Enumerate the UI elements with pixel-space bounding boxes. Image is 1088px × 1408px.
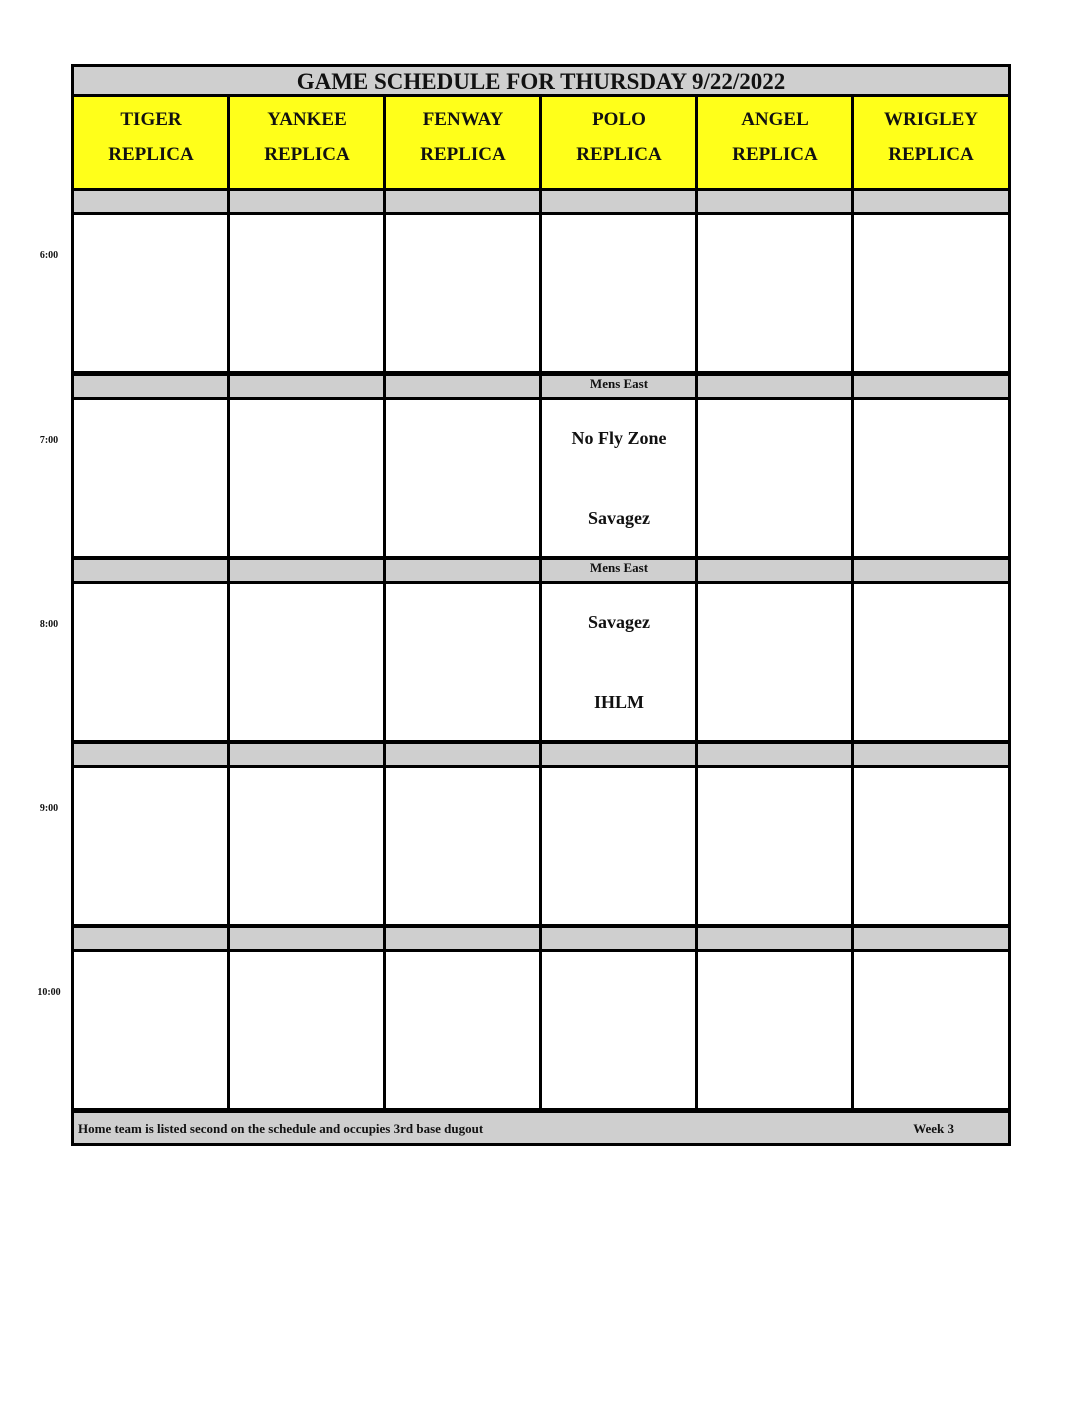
field-name: FENWAY <box>422 109 504 130</box>
away-team: No Fly Zone <box>571 428 667 448</box>
game-cell[interactable] <box>695 397 855 559</box>
game-cell[interactable] <box>227 581 387 743</box>
division-bar <box>695 188 855 215</box>
game-cell[interactable] <box>851 765 1011 927</box>
division-bar <box>71 925 231 952</box>
game-cell[interactable] <box>227 949 387 1111</box>
division-bar <box>695 925 855 952</box>
game-cell[interactable] <box>695 765 855 927</box>
division-bar <box>383 925 543 952</box>
division-bar <box>695 741 855 768</box>
game-cell[interactable] <box>227 212 387 374</box>
field-subtitle: REPLICA <box>576 144 662 165</box>
game-cell[interactable] <box>227 397 387 559</box>
game-cell[interactable] <box>383 397 543 559</box>
division-bar <box>227 741 387 768</box>
field-subtitle: REPLICA <box>732 144 818 165</box>
field-subtitle: REPLICA <box>108 144 194 165</box>
game-cell[interactable] <box>71 581 231 743</box>
division-bar <box>383 188 543 215</box>
field-subtitle: REPLICA <box>888 144 974 165</box>
game-cell[interactable] <box>539 765 699 927</box>
time-label: 10:00 <box>37 987 61 998</box>
division-bar: Mens East <box>539 373 699 400</box>
game-cell[interactable] <box>851 397 1011 559</box>
game-cell[interactable] <box>71 212 231 374</box>
field-name: YANKEE <box>267 109 347 130</box>
division-bar <box>851 557 1011 584</box>
division-bar <box>227 188 387 215</box>
game-cell[interactable] <box>383 949 543 1111</box>
schedule-footer <box>71 1110 1011 1146</box>
schedule-title: GAME SCHEDULE FOR THURSDAY 9/22/2022 <box>71 64 1011 97</box>
game-cell[interactable] <box>851 949 1011 1111</box>
game-cell[interactable] <box>539 949 699 1111</box>
time-label: 7:00 <box>39 435 59 446</box>
field-name: TIGER <box>120 109 182 130</box>
game-cell[interactable] <box>695 581 855 743</box>
field-subtitle: REPLICA <box>420 144 506 165</box>
game-cell[interactable] <box>851 212 1011 374</box>
field-subtitle: REPLICA <box>264 144 350 165</box>
division-bar <box>71 741 231 768</box>
game-cell[interactable] <box>539 581 699 743</box>
game-cell[interactable] <box>227 765 387 927</box>
division-bar <box>71 557 231 584</box>
time-label: 9:00 <box>39 803 59 814</box>
game-cell[interactable] <box>71 949 231 1111</box>
division-bar <box>227 925 387 952</box>
division-bar <box>851 188 1011 215</box>
division-bar <box>851 741 1011 768</box>
field-header-polo <box>539 94 699 191</box>
home-team: IHLM <box>593 692 644 712</box>
field-header-yankee <box>227 94 387 191</box>
division-bar <box>851 373 1011 400</box>
division-bar <box>539 741 699 768</box>
game-cell[interactable] <box>383 765 543 927</box>
game-cell[interactable] <box>71 397 231 559</box>
game-cell[interactable] <box>383 581 543 743</box>
game-cell[interactable] <box>383 212 543 374</box>
division-bar <box>71 188 231 215</box>
division-bar <box>695 373 855 400</box>
field-header-fenway <box>383 94 543 191</box>
division-bar <box>539 188 699 215</box>
week-label: Week 3 <box>913 1121 954 1136</box>
time-label: 6:00 <box>39 250 59 261</box>
game-cell[interactable] <box>695 212 855 374</box>
time-label: 8:00 <box>39 619 59 630</box>
field-name: WRIGLEY <box>884 109 978 130</box>
game-cell[interactable] <box>851 581 1011 743</box>
division-bar <box>539 925 699 952</box>
division-bar: Mens East <box>539 557 699 584</box>
field-name: ANGEL <box>741 109 809 130</box>
home-team: Savagez <box>588 508 650 528</box>
division-bar <box>227 373 387 400</box>
division-bar <box>851 925 1011 952</box>
field-header-angel <box>695 94 855 191</box>
division-bar <box>695 557 855 584</box>
game-cell[interactable] <box>539 212 699 374</box>
field-header-tiger <box>71 94 231 191</box>
division-bar <box>383 557 543 584</box>
field-name: POLO <box>592 109 646 130</box>
game-cell[interactable] <box>71 765 231 927</box>
field-header-wrigley <box>851 94 1011 191</box>
division-bar <box>227 557 387 584</box>
footer-note: Home team is listed second on the schedule and occupies 3rd base dugout <box>78 1121 484 1136</box>
away-team: Savagez <box>588 612 650 632</box>
schedule-sheet <box>71 64 1011 1146</box>
game-cell[interactable] <box>695 949 855 1111</box>
division-bar <box>383 741 543 768</box>
game-cell[interactable] <box>539 397 699 559</box>
division-bar <box>71 373 231 400</box>
division-bar <box>383 373 543 400</box>
